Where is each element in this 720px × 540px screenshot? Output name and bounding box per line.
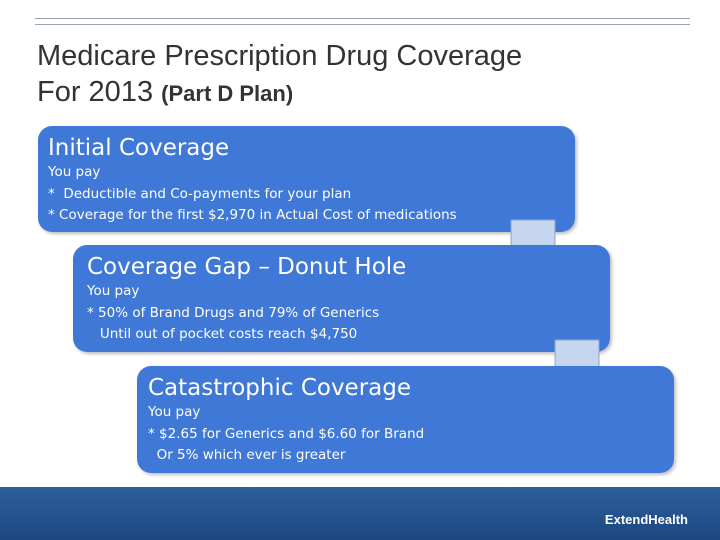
- catastrophic-coverage-heading: Catastrophic Coverage: [148, 375, 412, 401]
- catastrophic-coverage-text: You pay * $2.65 for Generics and $6.60 for Brand Or 5% which ever is greater: [148, 404, 425, 463]
- title-line-2: [37, 74, 697, 112]
- coverage-gap-text: You pay * 50% of Brand Drugs and 79% of Generics Until out of pocket costs reach $4,750: [87, 283, 380, 342]
- initial-coverage-text: You pay * Deductible and Co-payments for your plan * Coverage for the first $2,970 in Actual Cost of medications: [48, 164, 457, 223]
- initial-coverage-box: [38, 126, 575, 232]
- coverage-gap-heading: Coverage Gap – Donut Hole: [87, 254, 407, 280]
- slide-title: [37, 38, 697, 112]
- extendhealth-logo: ExtendHealth: [604, 512, 688, 527]
- title-year: For 2013: [37, 76, 154, 108]
- title-line-1: Medicare Prescription Drug Coverage: [37, 40, 523, 72]
- title-plan-note: (Part D Plan): [161, 81, 294, 106]
- coverage-gap-box: [73, 245, 610, 352]
- top-divider: [35, 18, 690, 25]
- initial-coverage-heading: Initial Coverage: [48, 135, 230, 161]
- catastrophic-coverage-box: [137, 366, 674, 473]
